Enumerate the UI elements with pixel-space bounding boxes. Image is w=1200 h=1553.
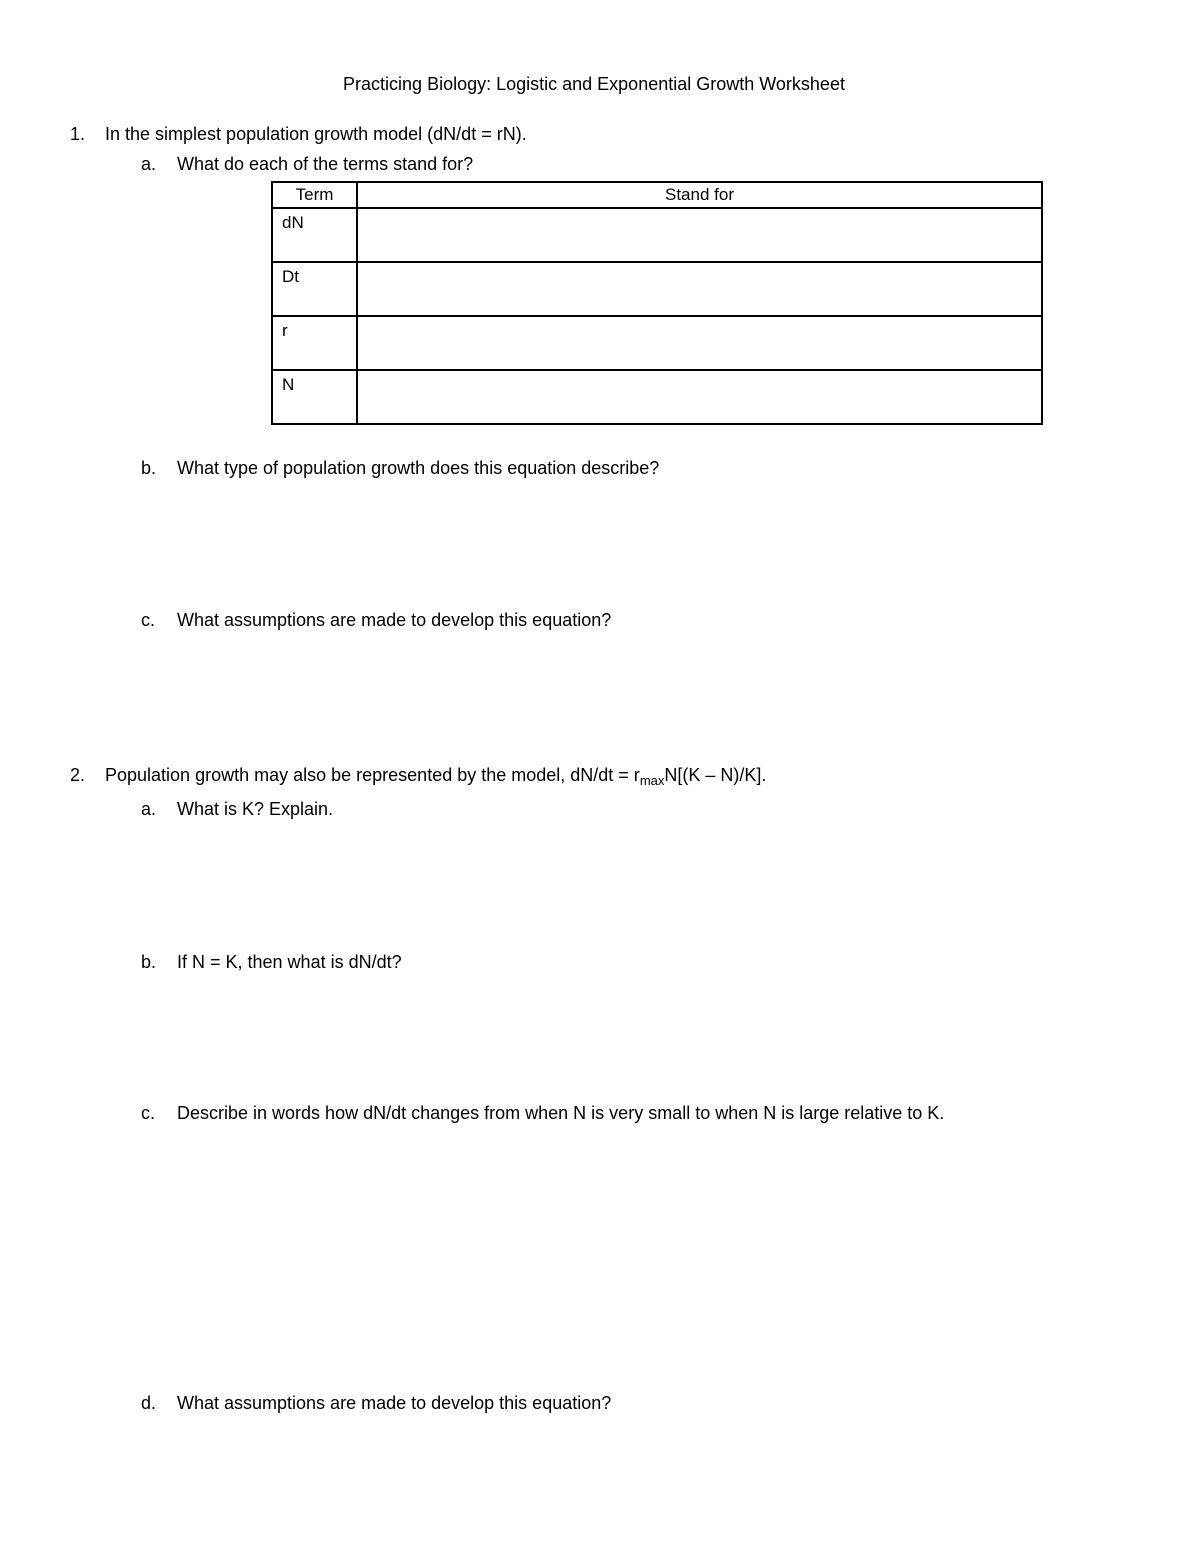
table-row — [272, 208, 1042, 262]
question-2-text-sub: max — [639, 773, 665, 788]
question-2d-text: What assumptions are made to develop this equation? — [177, 1393, 612, 1413]
table-header-stand-for: Stand for — [357, 182, 1042, 208]
question-2d-marker: d. — [141, 1393, 157, 1413]
question-1b-text: What type of population growth does this equation describe? — [177, 458, 660, 478]
question-2a-text: What is K? Explain. — [177, 799, 334, 819]
question-2b-marker: b. — [141, 952, 157, 972]
question-2a-marker: a. — [141, 799, 157, 819]
table-row — [272, 316, 1042, 370]
question-1c-text: What assumptions are made to develop this equation? — [177, 610, 612, 630]
question-1-text: In the simplest population growth model (dN/dt = rN). — [105, 124, 527, 144]
question-1c-marker: c. — [141, 610, 156, 630]
table-header-row — [272, 182, 1042, 208]
table-cell-stand-for[interactable] — [357, 208, 1042, 262]
table-cell-term: dN — [272, 208, 357, 262]
question-2-number: 2. — [70, 765, 86, 785]
question-1a-marker: a. — [141, 154, 157, 174]
question-2-text — [105, 765, 766, 786]
question-2-text-post: N[(K – N)/K]. — [664, 765, 767, 785]
question-2c-marker: c. — [141, 1103, 156, 1123]
terms-table — [271, 181, 1043, 425]
question-1-number: 1. — [70, 124, 86, 144]
question-2c-text: Describe in words how dN/dt changes from when N is very small to when N is large relative to K. — [177, 1103, 945, 1123]
table-cell-stand-for[interactable] — [357, 262, 1042, 316]
table-cell-stand-for[interactable] — [357, 316, 1042, 370]
table-row — [272, 370, 1042, 424]
question-1a-text: What do each of the terms stand for? — [177, 154, 474, 174]
table-cell-term: N — [272, 370, 357, 424]
table-row — [272, 262, 1042, 316]
table-cell-stand-for[interactable] — [357, 370, 1042, 424]
question-1b-marker: b. — [141, 458, 157, 478]
worksheet-title: Practicing Biology: Logistic and Exponential Growth Worksheet — [343, 74, 845, 94]
question-2-text-pre: Population growth may also be represented by the model, dN/dt = r — [105, 765, 640, 785]
table-header-term: Term — [272, 182, 357, 208]
question-2b-text: If N = K, then what is dN/dt? — [177, 952, 402, 972]
table-cell-term: Dt — [272, 262, 357, 316]
table-cell-term: r — [272, 316, 357, 370]
